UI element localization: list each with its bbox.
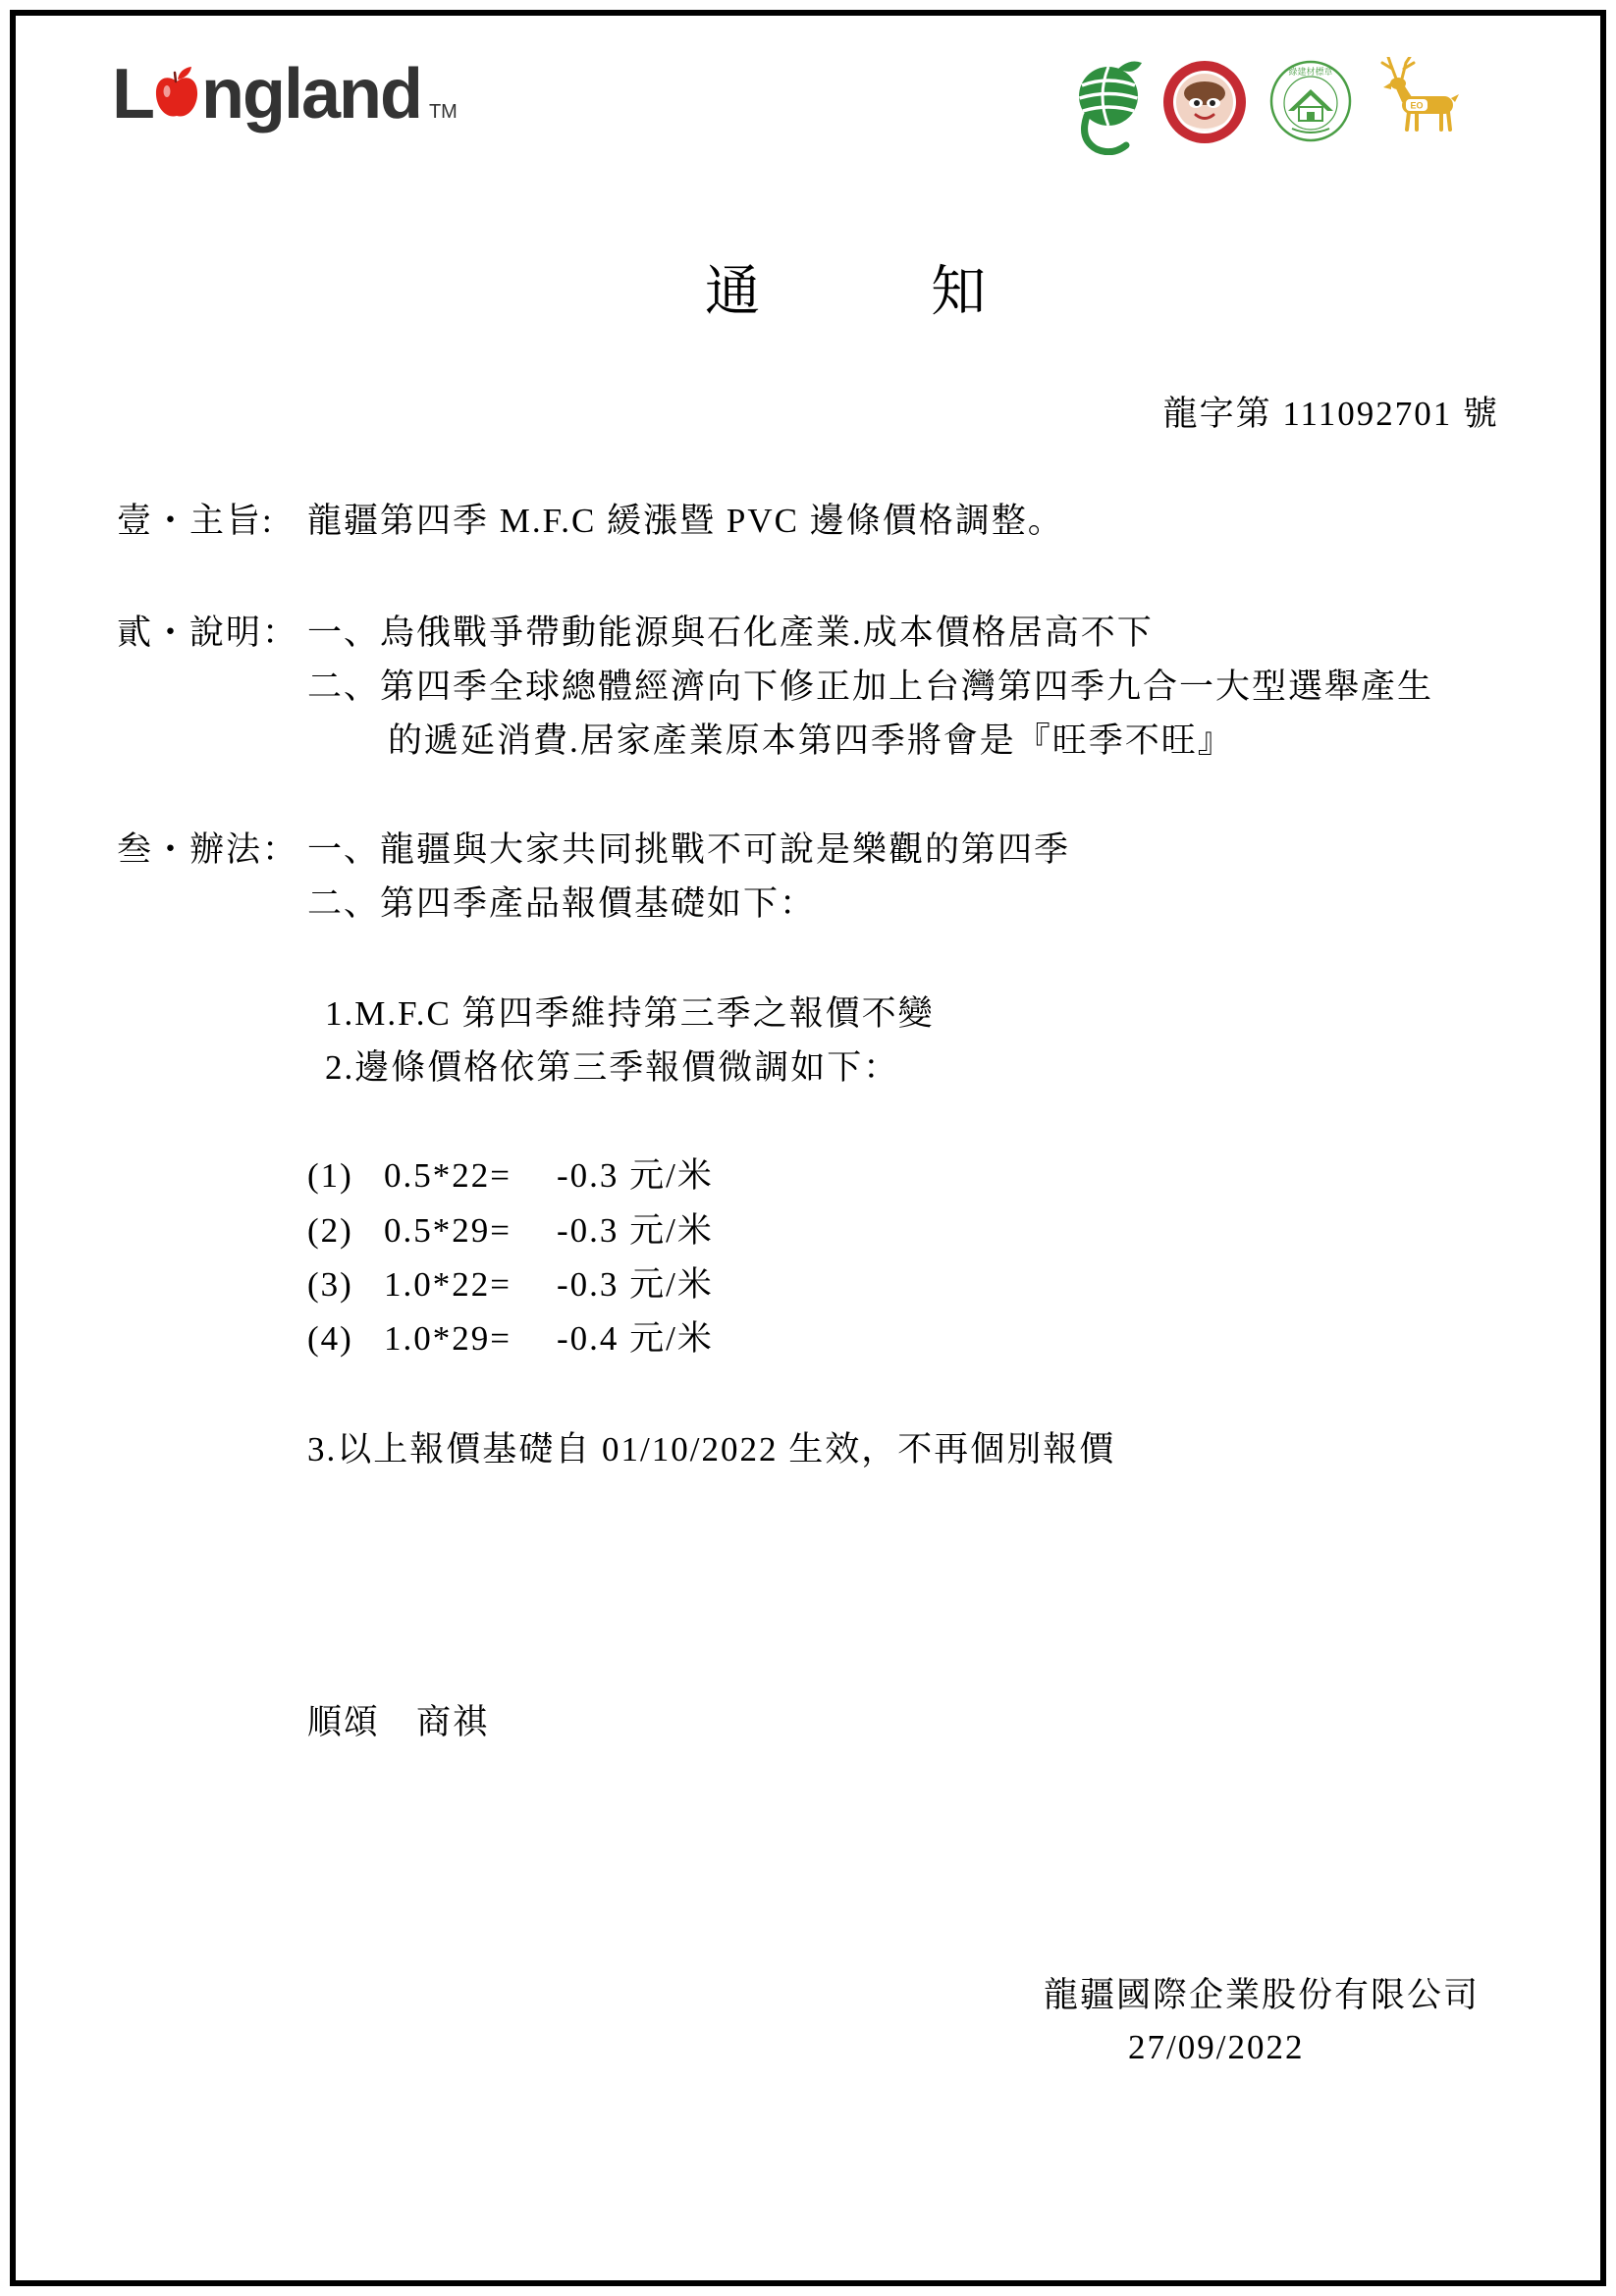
- price-row-amount: -0.3 元/米: [557, 1211, 714, 1250]
- price-row: [307, 1156, 818, 1196]
- price-row-number: (4): [307, 1319, 353, 1358]
- price-row-spec: 0.5*29=: [384, 1211, 512, 1250]
- price-row-spec: 1.0*22=: [384, 1265, 512, 1304]
- price-row-spec: 0.5*22=: [384, 1156, 512, 1195]
- subject-label: 壹・主旨:: [117, 502, 274, 540]
- price-row-spec: 1.0*29=: [384, 1319, 512, 1358]
- green-building-material-icon: [1266, 59, 1355, 143]
- explanation-line: 二、第四季全球總體經濟向下修正加上台灣第四季九合一大型選舉產生: [307, 667, 1434, 706]
- green-mark-icon: [1069, 59, 1144, 155]
- price-row-number: (3): [307, 1265, 353, 1304]
- page-border: [10, 10, 1606, 2286]
- deer-eo-label: EO: [1410, 100, 1424, 111]
- price-row: [307, 1319, 818, 1359]
- method-label: 叁・辦法：: [117, 830, 299, 869]
- price-row-amount: -0.3 元/米: [557, 1265, 714, 1304]
- subject-text: 龍疆第四季 M.F.C 緩漲暨 PVC 邊條價格調整。: [307, 502, 1064, 540]
- quote-point: 2.邊條價格依第三季報價微調如下：: [325, 1048, 900, 1087]
- antibacterial-mark-icon: [1161, 59, 1248, 145]
- explanation-line: 的遞延消費.居家產業原本第四季將會是『旺季不旺』: [388, 721, 1234, 760]
- price-row-amount: -0.3 元/米: [557, 1156, 714, 1195]
- price-row-amount: -0.4 元/米: [557, 1319, 714, 1358]
- price-row-number: (2): [307, 1211, 353, 1250]
- green-building-material-label: 綠建材標章: [1288, 67, 1333, 77]
- notice-title: 通 知: [705, 262, 1006, 323]
- company-name: 龍疆國際企業股份有限公司: [1043, 1976, 1480, 2014]
- method-line: 二、第四季產品報價基礎如下：: [307, 884, 817, 923]
- explanation-line: 一、烏俄戰爭帶動能源與石化產業.成本價格居高不下: [307, 614, 1154, 652]
- price-row-number: (1): [307, 1156, 353, 1195]
- quote-point: 1.M.F.C 第四季維持第三季之報價不變: [325, 994, 935, 1033]
- apple-icon: [153, 65, 200, 118]
- effective-note: 3.以上報價基礎自 01/10/2022 生效，不再個別報價: [307, 1430, 1116, 1468]
- trademark-mark: TM: [428, 101, 458, 123]
- price-row: [307, 1211, 818, 1251]
- reference-number: 龍字第 111092701 號: [1162, 395, 1499, 433]
- logo-letters: ngland: [200, 55, 421, 133]
- closing-salutation: 順頌 商祺: [307, 1703, 490, 1741]
- deer-eo-icon: [1373, 57, 1467, 132]
- price-row: [307, 1265, 818, 1305]
- explanation-label: 貳・說明：: [117, 614, 299, 652]
- company-logo: [112, 55, 458, 133]
- signature-date: 27/09/2022: [1128, 2028, 1305, 2066]
- method-line: 一、龍疆與大家共同挑戰不可說是樂觀的第四季: [307, 830, 1071, 869]
- logo-letter-l: L: [112, 55, 153, 133]
